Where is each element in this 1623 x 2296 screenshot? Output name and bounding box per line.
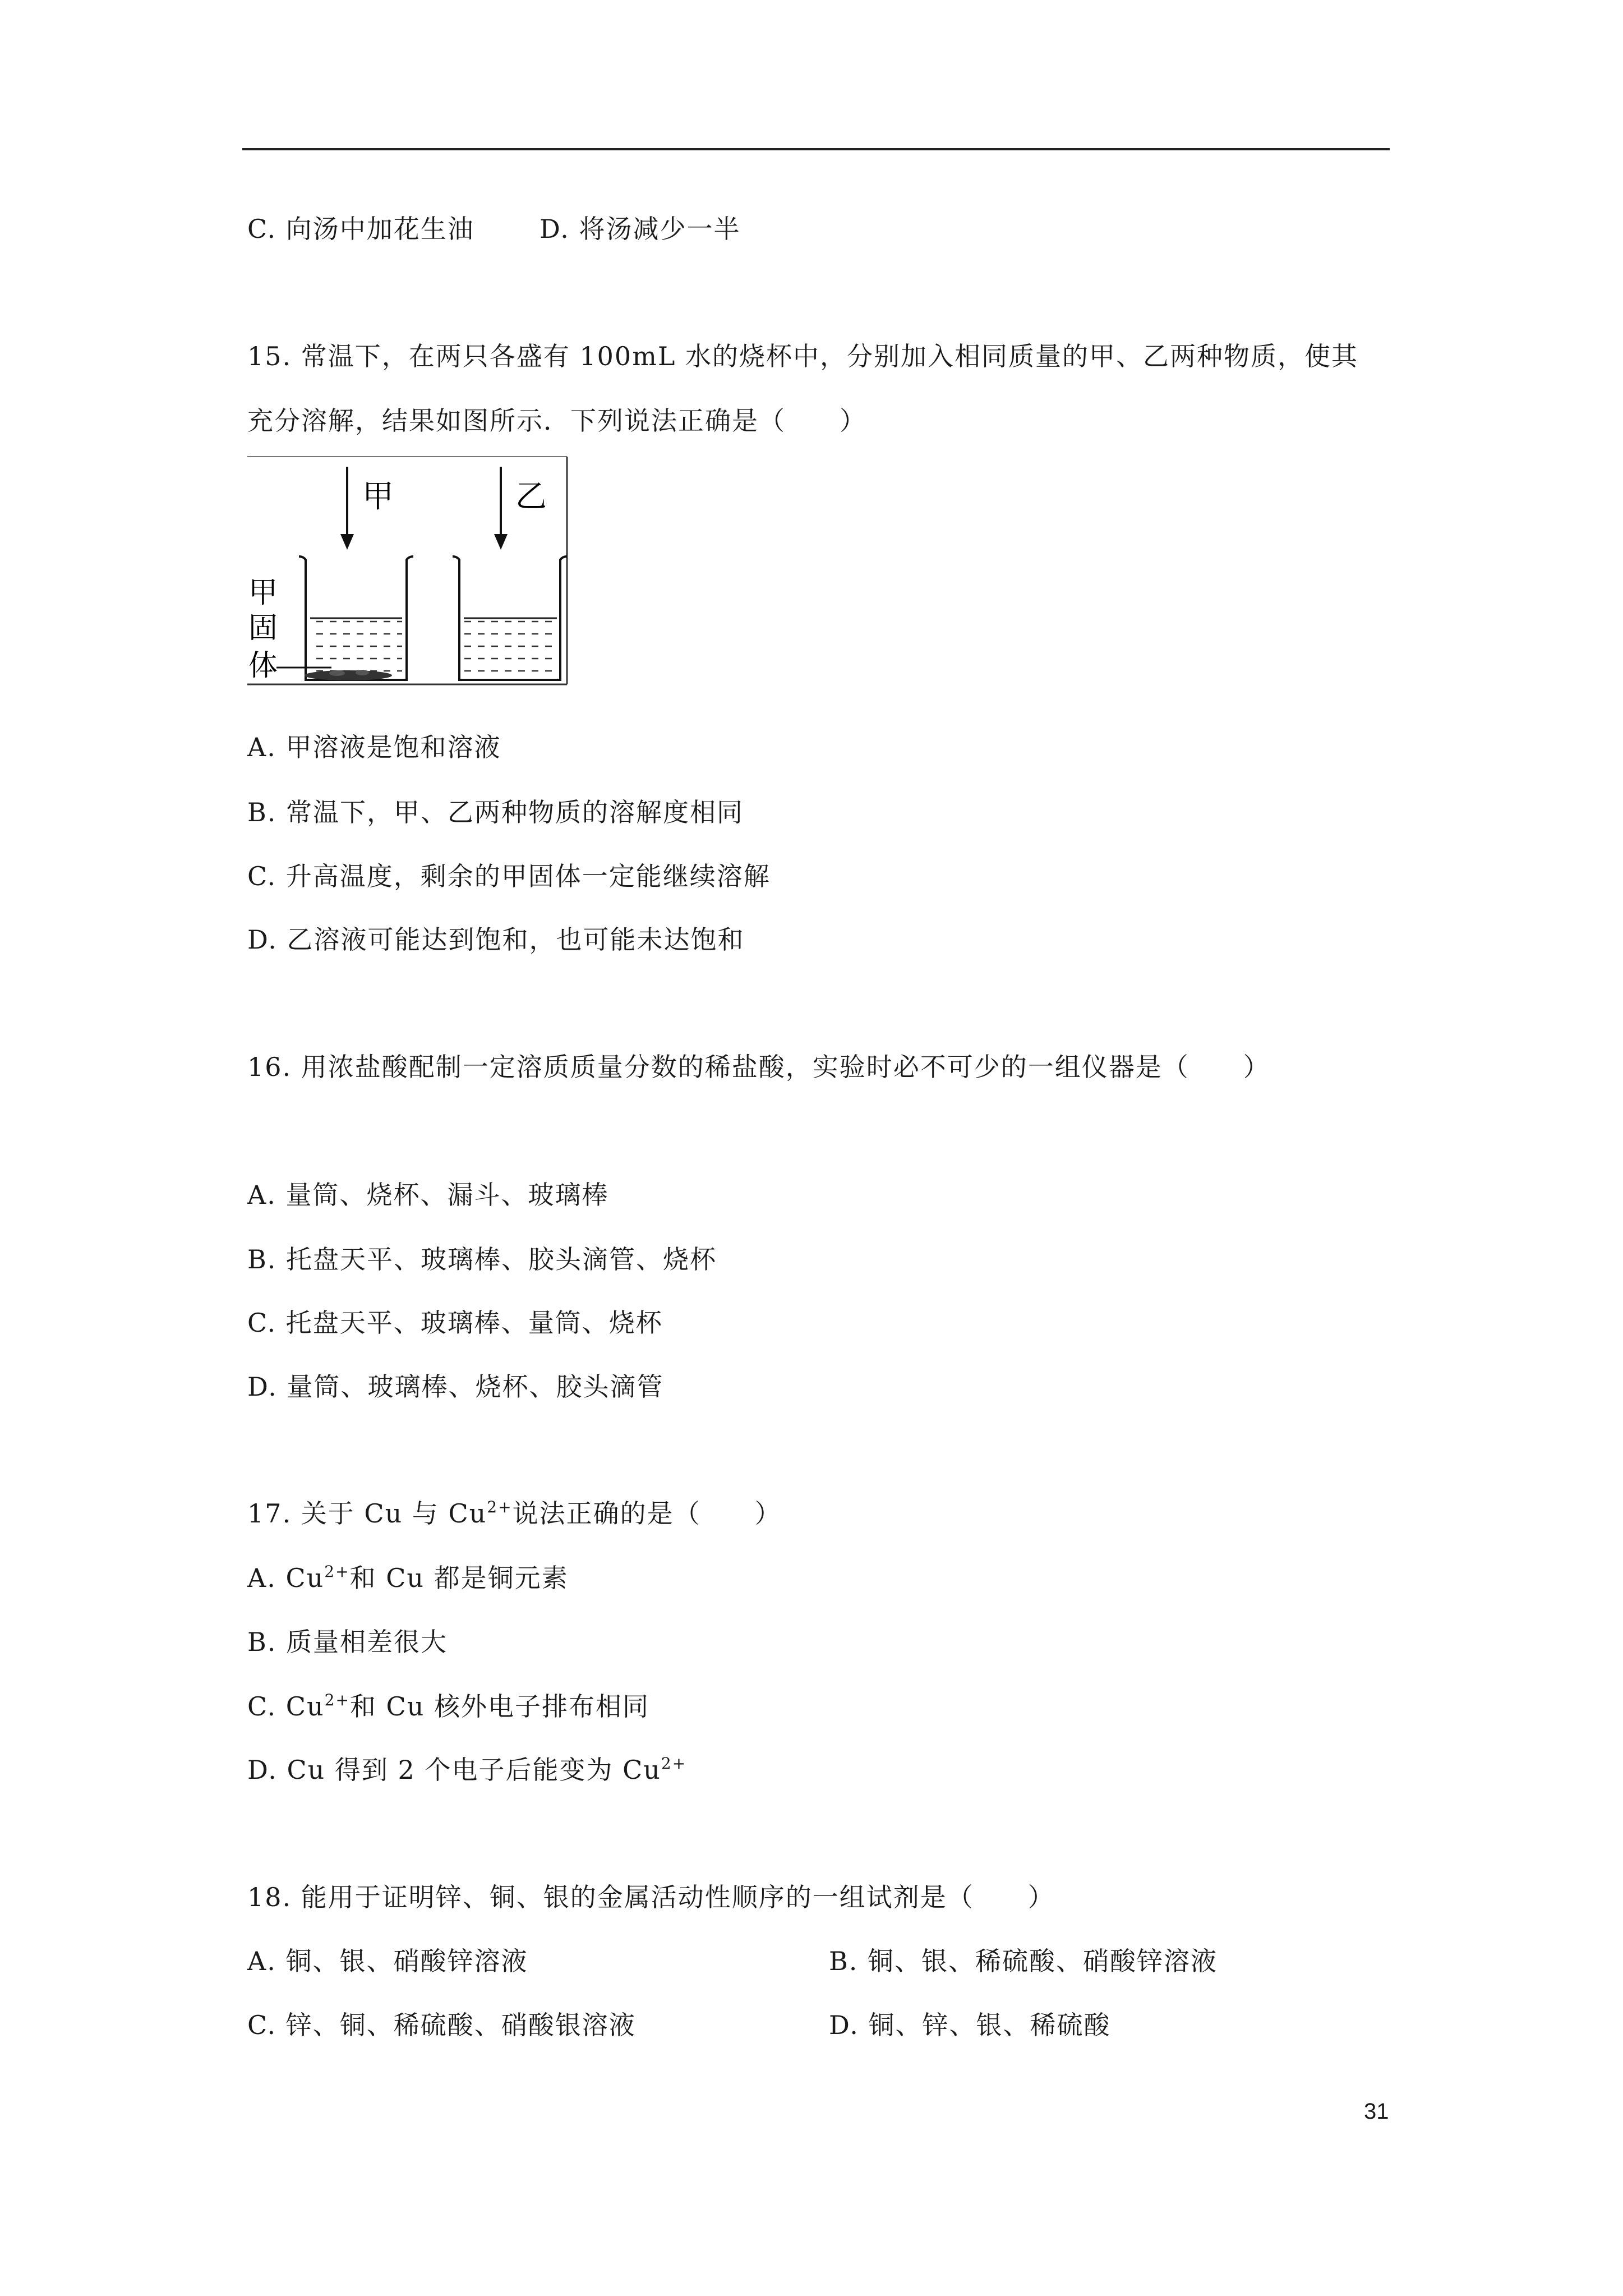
q18-option-c: C. 锌、铜、稀硫酸、硝酸银溶液 — [247, 2010, 636, 2040]
side-label-3: 体 — [248, 649, 278, 683]
q17-option-d: D. Cu 得到 2 个电子后能变为 $Cu^{2+}$ — [247, 1754, 687, 1785]
q15-beaker-figure — [247, 455, 568, 685]
q17-option-b: B. 质量相差很大 — [247, 1627, 448, 1657]
q15-option-c: C. 升高温度，剩余的甲固体一定能继续溶解 — [247, 861, 771, 891]
q15-stem-line1: 15. 常温下，在两只各盛有 100mL 水的烧杯中，分别加入相同质量的甲、乙两种物质，使其 — [247, 341, 1358, 371]
label-yi: 乙 — [515, 478, 547, 515]
q18-option-b: B. 铜、银、稀硫酸、硝酸锌溶液 — [829, 1946, 1218, 1976]
q16-option-c: C. 托盘天平、玻璃棒、量筒、烧杯 — [247, 1308, 663, 1338]
q15-option-d: D. 乙溶液可能达到饱和，也可能未达饱和 — [247, 924, 745, 955]
q17-stem: 17. 关于 Cu 与 $Cu^{2+}$说法正确的是（ ） — [247, 1498, 782, 1529]
q17-option-c: C. $Cu^{2+}$和 Cu 核外电子排布相同 — [247, 1691, 649, 1722]
side-label-2: 固 — [248, 611, 278, 645]
q16-option-b: B. 托盘天平、玻璃棒、胶头滴管、烧杯 — [247, 1244, 717, 1274]
q17-option-a: A. $Cu^{2+}$和 Cu 都是铜元素 — [247, 1562, 569, 1593]
q16-option-d: D. 量筒、玻璃棒、烧杯、胶头滴管 — [247, 1372, 664, 1402]
side-label-1: 甲 — [248, 576, 278, 610]
q15-option-b: B. 常温下，甲、乙两种物质的溶解度相同 — [247, 797, 744, 827]
arrow-jia — [340, 467, 354, 550]
q16-option-a: A. 量筒、烧杯、漏斗、玻璃棒 — [247, 1180, 609, 1210]
q15-stem-line2: 充分溶解，结果如图所示．下列说法正确是（ ） — [247, 406, 866, 436]
q18-option-d: D. 铜、锌、银、稀硫酸 — [829, 2010, 1111, 2040]
q18-option-a: A. 铜、银、硝酸锌溶液 — [247, 1946, 528, 1976]
q14-option-d: D. 将汤减少一半 — [540, 214, 741, 244]
beaker-yi — [453, 556, 567, 680]
q16-stem: 16. 用浓盐酸配制一定溶质质量分数的稀盐酸，实验时必不可少的一组仪器是（ ） — [247, 1052, 1270, 1082]
q15-option-a: A. 甲溶液是饱和溶液 — [247, 732, 501, 762]
q18-stem: 18. 能用于证明锌、铜、银的金属活动性顺序的一组试剂是（ ） — [247, 1882, 1055, 1912]
beaker-jia — [299, 556, 413, 680]
arrow-yi — [494, 467, 508, 550]
q14-option-c: C. 向汤中加花生油 — [247, 214, 474, 244]
label-jia: 甲 — [362, 478, 394, 515]
header-rule — [242, 148, 1390, 150]
page-number: 31 — [1364, 2099, 1389, 2124]
